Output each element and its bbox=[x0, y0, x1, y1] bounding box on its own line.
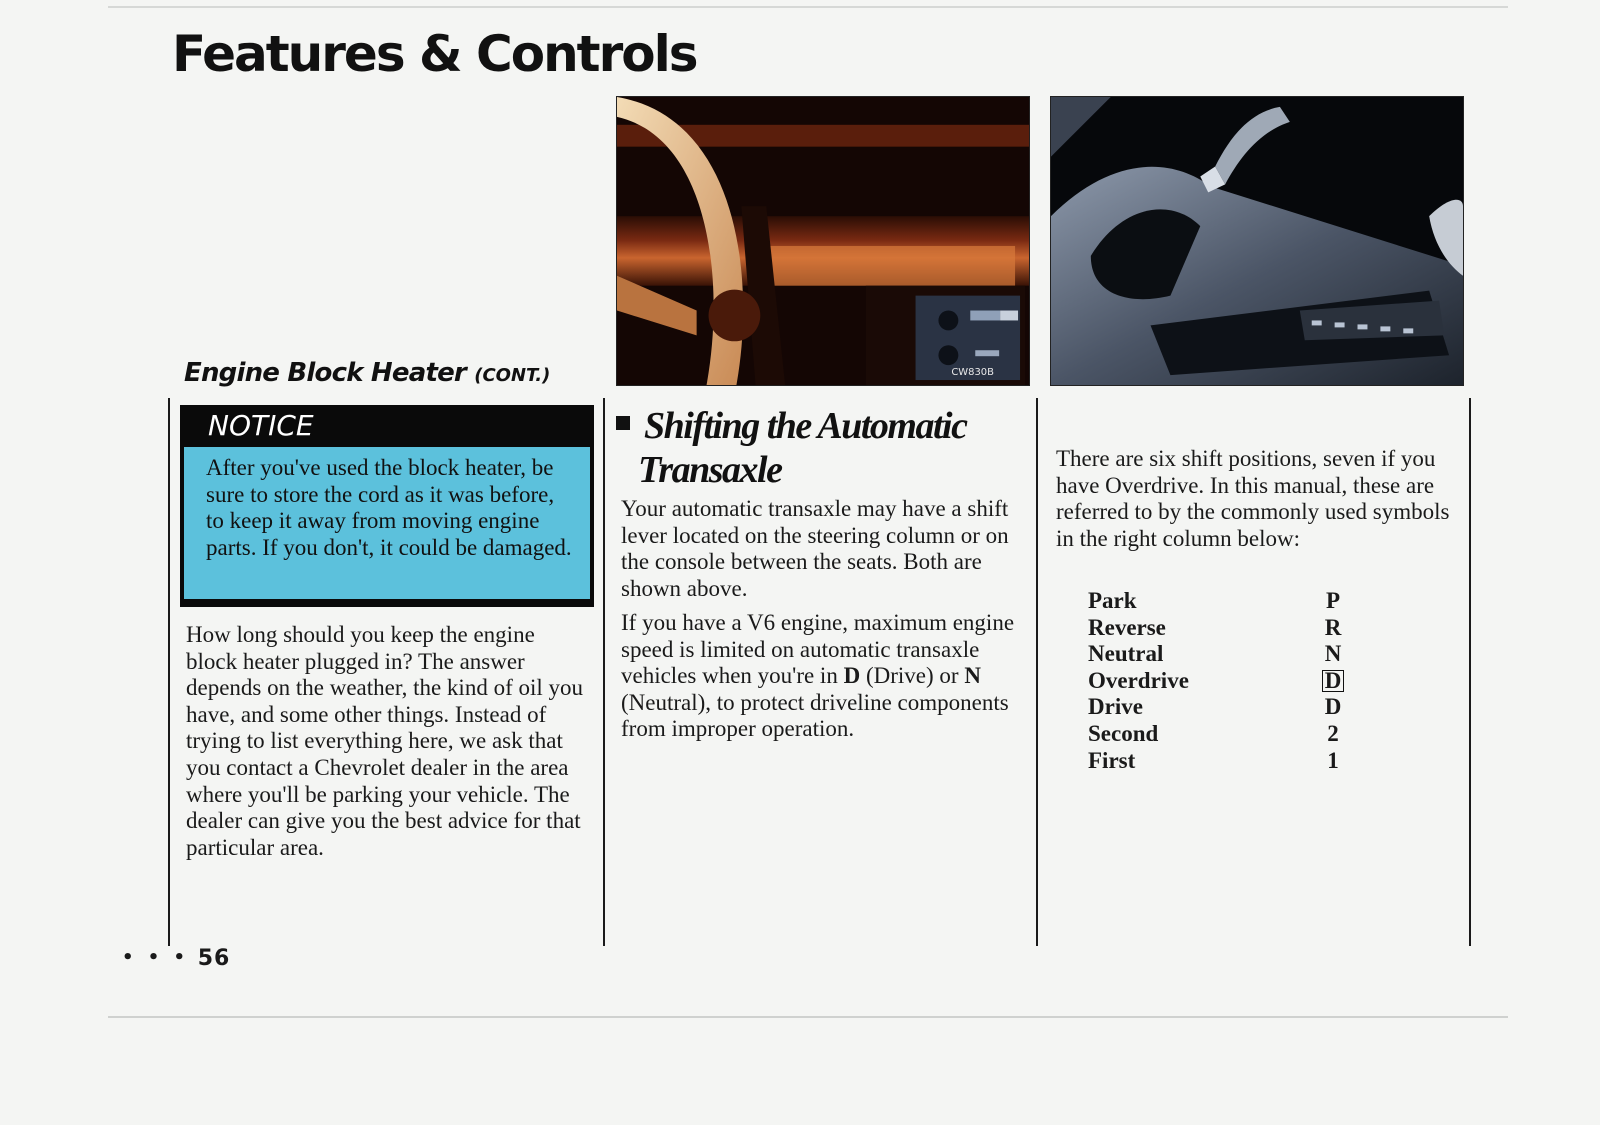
steering-column-illustration bbox=[617, 97, 1029, 385]
notice-label: NOTICE bbox=[208, 409, 314, 442]
shift-row-drive bbox=[1088, 694, 1348, 721]
shift-row-overdrive bbox=[1088, 668, 1348, 695]
shift-symbol-boxed bbox=[1318, 668, 1348, 695]
square-bullet-icon bbox=[616, 416, 630, 430]
shift-lever-paragraph: Your automatic transaxle may have a shift lever located on the steering column or on the console between the seats. Both are shown above. bbox=[621, 496, 1009, 601]
shift-name: First bbox=[1088, 747, 1136, 773]
v6-intro-text: If you have a V6 engine, maximum engine speed is limited on automatic transaxle vehicles when you're in bbox=[621, 610, 1015, 689]
shift-name: Park bbox=[1088, 588, 1137, 613]
shift-name: Reverse bbox=[1088, 614, 1166, 640]
shift-symbol: 2 bbox=[1327, 720, 1339, 746]
column-divider-edge bbox=[1469, 398, 1471, 946]
v6-engine-paragraph bbox=[621, 610, 1017, 743]
shift-row-park bbox=[1088, 588, 1348, 615]
page-title: Features & Controls bbox=[172, 25, 697, 83]
shifting-section-title bbox=[616, 404, 1016, 492]
shift-symbol: D bbox=[1324, 694, 1342, 720]
shift-name: Neutral bbox=[1088, 641, 1164, 667]
shift-symbol: R bbox=[1324, 614, 1342, 640]
subhead-suffix: (CONT.) bbox=[474, 365, 551, 386]
page-dots: • • • bbox=[122, 947, 190, 968]
page-number-text: 56 bbox=[197, 946, 231, 971]
block-heater-paragraph: How long should you keep the engine block heater plugged in? The answer depends on the weather, the kind of oil you have, and some other things. Instead of trying to list everything here, we ask that you contact a Chevrolet dealer in the area where you'll be parking your vehicle. The dealer can give you the best advice for that particular area. bbox=[186, 622, 584, 860]
shift-symbol: P bbox=[1325, 588, 1341, 613]
title-line-1: Shifting the Automatic bbox=[644, 405, 967, 447]
shift-row-reverse bbox=[1088, 615, 1348, 642]
shift-name: Overdrive bbox=[1088, 667, 1189, 693]
section-subhead bbox=[184, 358, 550, 388]
console-shifter-illustration bbox=[1051, 97, 1463, 385]
notice-body: After you've used the block heater, be sure to store the cord as it was before, to keep it away from moving engine parts. If you don't, it could be damaged. bbox=[184, 447, 590, 599]
photo-code-label: CW830B bbox=[951, 367, 994, 379]
steering-column-photo bbox=[616, 96, 1030, 386]
shift-row-neutral bbox=[1088, 641, 1348, 668]
title-line-2: Transaxle bbox=[638, 449, 782, 491]
column-divider-left bbox=[168, 398, 170, 946]
top-rule bbox=[108, 6, 1508, 8]
drive-symbol: D bbox=[843, 663, 861, 689]
shift-positions-intro: There are six shift positions, seven if you have Overdrive. In this manual, these are referred to by the commonly used symbols in the right column below: bbox=[1056, 446, 1450, 551]
subhead-text: Engine Block Heater bbox=[184, 358, 466, 388]
column-divider-right bbox=[1036, 398, 1038, 946]
bottom-rule bbox=[108, 1016, 1508, 1018]
neutral-symbol: N bbox=[964, 663, 981, 689]
shift-name: Second bbox=[1088, 720, 1159, 746]
shift-symbol: N bbox=[1324, 641, 1342, 667]
console-shifter-photo bbox=[1050, 96, 1464, 386]
shift-row-first bbox=[1088, 748, 1348, 775]
shift-name: Drive bbox=[1088, 694, 1143, 720]
neutral-label: (Neutral), to protect driveline components from improper operation. bbox=[621, 689, 1009, 742]
shift-row-second bbox=[1088, 721, 1348, 748]
overdrive-boxed-symbol: D bbox=[1322, 670, 1345, 692]
shift-symbol: 1 bbox=[1327, 747, 1339, 773]
drive-label: (Drive) or bbox=[865, 663, 959, 689]
page-number bbox=[122, 946, 230, 971]
column-divider-middle bbox=[603, 398, 605, 946]
shift-positions-list bbox=[1088, 588, 1348, 774]
notice-box bbox=[180, 405, 594, 607]
